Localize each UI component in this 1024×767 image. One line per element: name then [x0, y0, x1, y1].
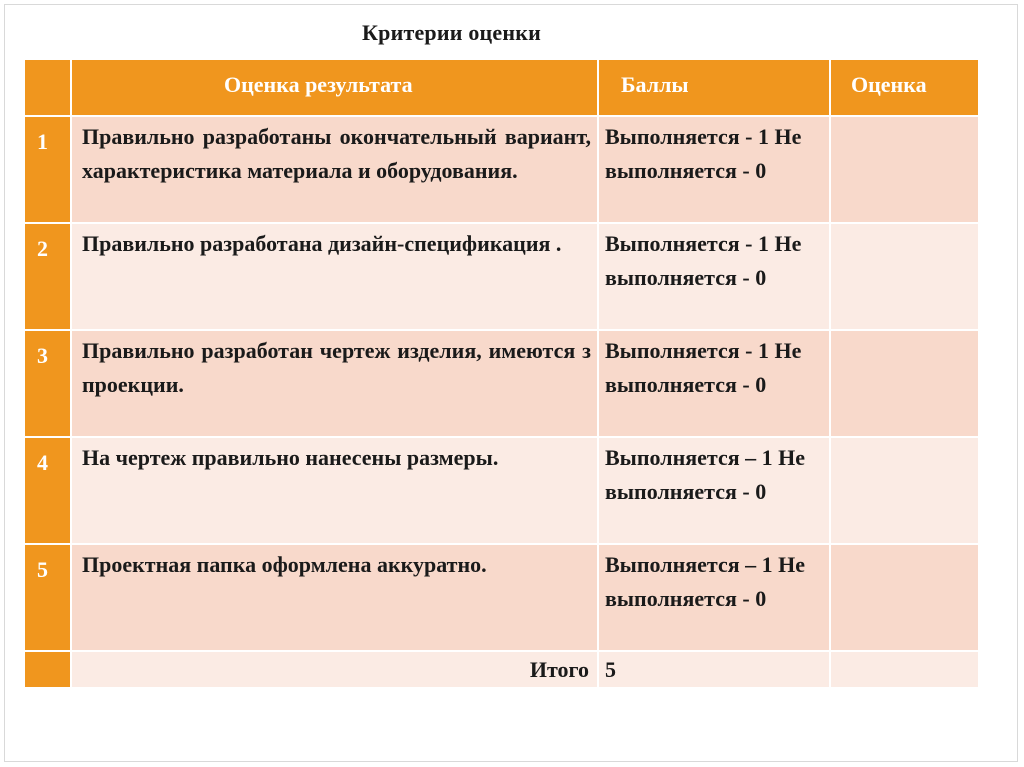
- row-number: 4: [37, 450, 48, 475]
- points-text: Выполняется – 1 Не выполняется - 0: [605, 552, 806, 611]
- table-row: [24, 437, 979, 544]
- total-value: 5: [605, 657, 616, 682]
- total-grade-cell[interactable]: [830, 651, 979, 688]
- points-cell: [598, 330, 830, 437]
- grade-cell[interactable]: [830, 544, 979, 651]
- grade-cell[interactable]: [830, 330, 979, 437]
- total-row: [24, 651, 979, 688]
- row-number: 1: [37, 129, 48, 154]
- total-label: Итого: [529, 657, 589, 682]
- criterion-text: Правильно разработаны окончательный вариант, характеристика материала и оборудования.: [82, 124, 591, 183]
- criterion-cell: [71, 223, 598, 330]
- row-number: 5: [37, 557, 48, 582]
- header-num: [24, 59, 71, 116]
- criteria-table: [23, 58, 980, 689]
- total-label-cell: [71, 651, 598, 688]
- row-number-cell: [24, 544, 71, 651]
- table-header-row: [24, 59, 979, 116]
- table-row: [24, 544, 979, 651]
- grade-cell[interactable]: [830, 116, 979, 223]
- criterion-cell: [71, 116, 598, 223]
- row-number-cell: [24, 330, 71, 437]
- table-row: [24, 116, 979, 223]
- points-text: Выполняется - 1 Не выполняется - 0: [605, 231, 802, 290]
- criterion-text: Правильно разработан чертеж изделия, имеются з проекции.: [82, 338, 591, 397]
- row-number-cell: [24, 116, 71, 223]
- table-row: [24, 330, 979, 437]
- criterion-cell: [71, 437, 598, 544]
- grade-cell[interactable]: [830, 223, 979, 330]
- total-number-cell: [24, 651, 71, 688]
- points-text: Выполняется - 1 Не выполняется - 0: [605, 124, 802, 183]
- header-criterion-label: Оценка результата: [224, 72, 413, 97]
- header-grade-label: Оценка: [851, 72, 927, 97]
- header-points-label: Баллы: [621, 72, 689, 97]
- row-number: 3: [37, 343, 48, 368]
- page-title: Критерии оценки: [362, 20, 541, 45]
- points-cell: [598, 223, 830, 330]
- grade-cell[interactable]: [830, 437, 979, 544]
- row-number-cell: [24, 223, 71, 330]
- points-cell: [598, 437, 830, 544]
- row-number: 2: [37, 236, 48, 261]
- points-text: Выполняется – 1 Не выполняется - 0: [605, 445, 806, 504]
- criterion-cell: [71, 544, 598, 651]
- criterion-cell: [71, 330, 598, 437]
- row-number-cell: [24, 437, 71, 544]
- criterion-text: Правильно разработана дизайн-спецификация .: [82, 231, 562, 256]
- criterion-text: На чертеж правильно нанесены размеры.: [82, 445, 499, 470]
- points-cell: [598, 544, 830, 651]
- points-cell: [598, 116, 830, 223]
- header-points: [598, 59, 830, 116]
- criterion-text: Проектная папка оформлена аккуратно.: [82, 552, 487, 577]
- total-value-cell: [598, 651, 830, 688]
- header-grade: [830, 59, 979, 116]
- header-criterion: [71, 59, 598, 116]
- points-text: Выполняется - 1 Не выполняется - 0: [605, 338, 802, 397]
- table-row: [24, 223, 979, 330]
